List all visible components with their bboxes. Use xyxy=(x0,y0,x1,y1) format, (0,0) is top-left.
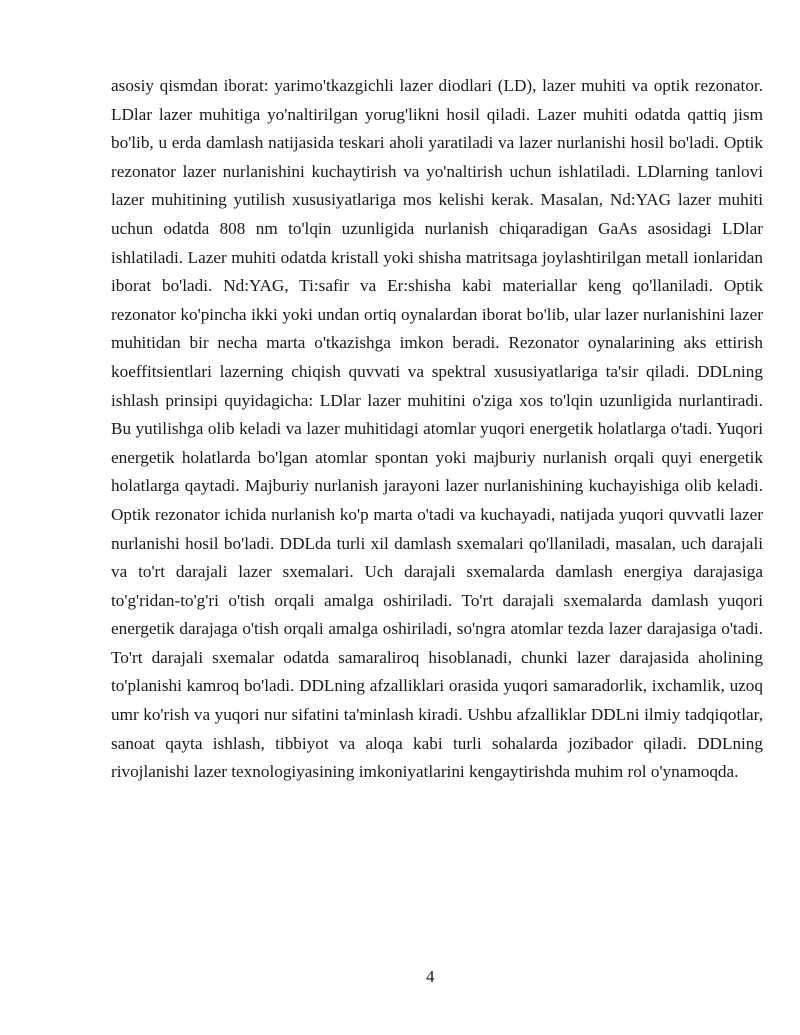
body-paragraph: asosiy qismdan iborat: yarimo'tkazgichli lazer diodlari (LD), lazer muhiti va optik rezonator. LDlar lazer muhitiga yo'naltirilgan yorug'likni hosil qiladi. Lazer muhiti odatda qattiq jism bo'lib, u erda damlash natijasida teskari aholi yaratiladi va lazer nurlanishi hosil bo'ladi. Optik rezonator lazer nurlanishini kuchaytirish va yo'naltirish uchun ishlatiladi. LDlarning tanlovi lazer muhitining yutilish xususiyatlariga mos kelishi kerak. Masalan, Nd:YAG lazer muhiti uchun odatda 808 nm to'lqin uzunligida nurlanish chiqaradigan GaAs asosidagi LDlar ishlatiladi. Lazer muhiti odatda kristall yoki shisha matritsaga joylashtirilgan metall ionlaridan iborat bo'ladi. Nd:YAG, Ti:safir va Er:shisha kabi materiallar keng qo'llaniladi. Optik rezonator ko'pincha ikki yoki undan ortiq oynalardan iborat bo'lib, ular lazer nurlanishini lazer muhitidan bir necha marta o'tkazishga imkon beradi. Rezonator oynalarining aks ettirish koeffitsientlari lazerning chiqish quvvati va spektral xususiyatlariga ta'sir qiladi. DDLning ishlash prinsipi quyidagicha: LDlar lazer muhitini o'ziga xos to'lqin uzunligida nurlantiradi. Bu yutilishga olib keladi va lazer muhitidagi atomlar yuqori energetik holatlarga o'tadi. Yuqori energetik holatlarda bo'lgan atomlar spontan yoki majburiy nurlanish orqali quyi energetik holatlarga qaytadi. Majburiy nurlanish jarayoni lazer nurlanishining kuchayishiga olib keladi. Optik rezonator ichida nurlanish ko'p marta o'tadi va kuchayadi, natijada yuqori quvvatli lazer nurlanishi hosil bo'ladi. DDLda turli xil damlash sxemalari qo'llaniladi, masalan, uch darajali va to'rt darajali lazer sxemalari. Uch darajali sxemalarda damlash energiya darajasiga to'g'ridan-to'g'ri o'tish orqali amalga oshiriladi. To'rt darajali sxemalarda damlash yuqori energetik darajaga o'tish orqali amalga oshiriladi, so'ngra atomlar tezda lazer darajasiga o'tadi. To'rt darajali sxemalar odatda samaraliroq hisoblanadi, chunki lazer darajasida aholining to'planishi kamroq bo'ladi. DDLning afzalliklari orasida yuqori samaradorlik, ixchamlik, uzoq umr ko'rish va yuqori nur sifatini ta'minlash kiradi. Ushbu afzalliklar DDLni ilmiy tadqiqotlar, sanoat qayta ishlash, tibbiyot va aloqa kabi turli sohalarda jozibador qiladi. DDLning rivojlanishi lazer texnologiyasining imkoniyatlarini kengaytirishda muhim rol o'ynamoqda. xyxy=(111,76,763,782)
page-number: 4 xyxy=(426,967,435,986)
